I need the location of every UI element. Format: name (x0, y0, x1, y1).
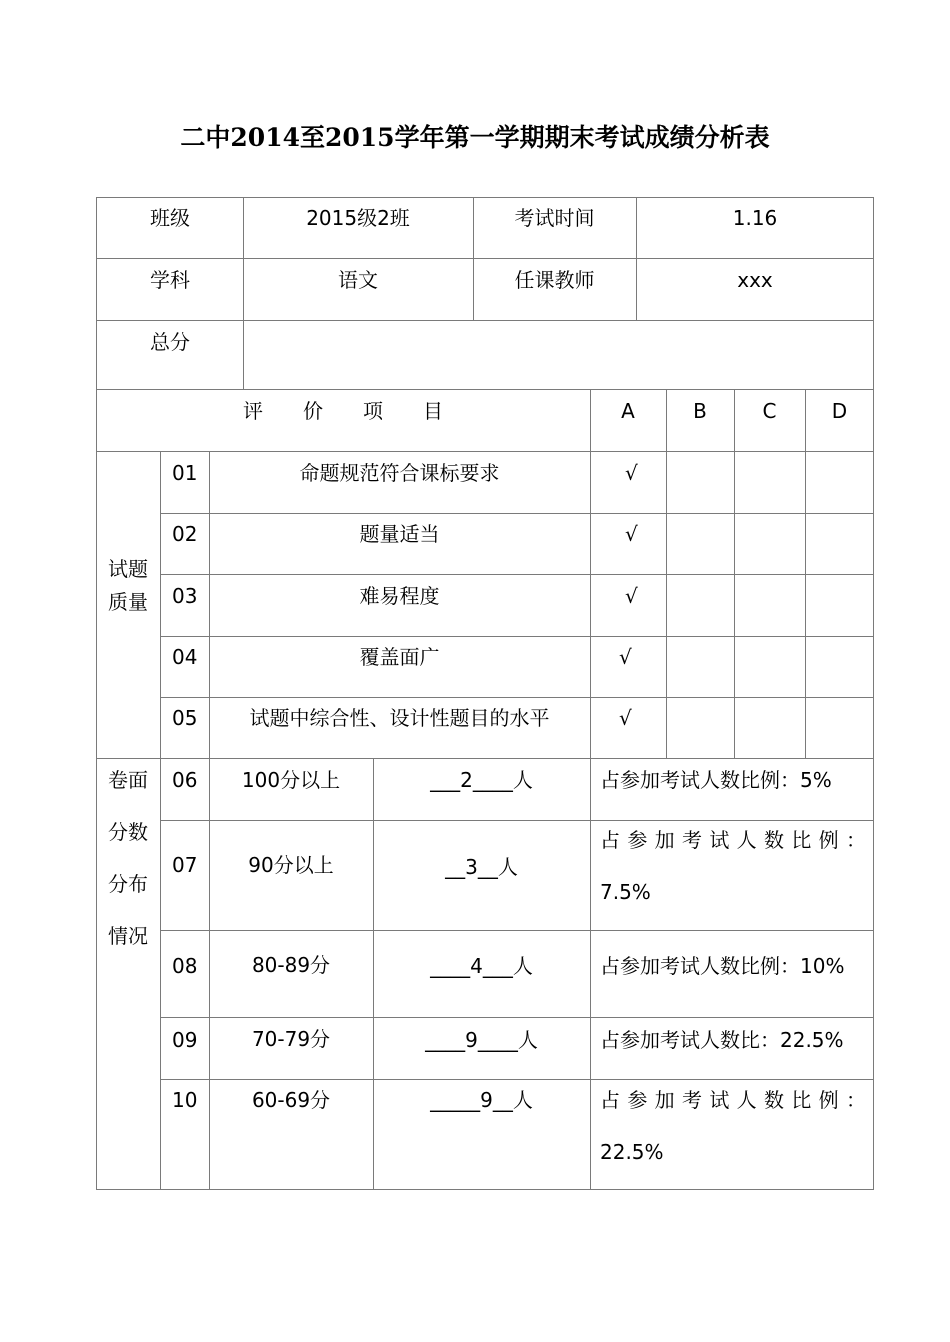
column-divider (160, 451, 161, 1190)
row-divider (160, 697, 874, 698)
quality-row-item: 试题中综合性、设计性题目的水平 (249, 706, 550, 730)
check-mark: √ (619, 645, 632, 669)
grade-c-header: C (762, 399, 777, 423)
distribution-row-number: 08 (172, 954, 198, 978)
ratio-value: 22.5% (600, 1140, 664, 1164)
student-count: ____9____人 (425, 1028, 538, 1052)
teacher-label: 任课教师 (514, 268, 595, 292)
column-divider (590, 389, 591, 1190)
evaluation-item-header: 评 价 项 目 (243, 399, 443, 423)
row-divider (160, 513, 874, 514)
score-range: 80-89分 (251, 953, 331, 977)
row-divider (96, 389, 874, 390)
score-range: 90分以上 (248, 853, 334, 877)
teacher-value: xxx (737, 268, 773, 292)
grade-a-header: A (621, 399, 635, 423)
row-divider (160, 574, 874, 575)
column-divider (666, 389, 667, 759)
student-count: ____4___人 (430, 954, 533, 978)
exam-time-value: 1.16 (732, 206, 778, 230)
quality-row-item: 题量适当 (359, 522, 440, 546)
ratio-value: 7.5% (600, 880, 651, 904)
ratio-text: 占参加考试人数比：22.5% (600, 1028, 844, 1052)
distribution-row-number: 09 (172, 1028, 198, 1052)
class-label: 班级 (150, 206, 190, 230)
score-range: 100分以上 (241, 768, 341, 792)
check-mark: √ (625, 522, 638, 546)
check-mark: √ (625, 461, 638, 485)
distribution-row-number: 06 (172, 768, 198, 792)
row-divider (160, 1017, 874, 1018)
row-divider (96, 451, 874, 452)
row-divider (96, 258, 874, 259)
quality-row-number: 01 (172, 461, 198, 485)
check-mark: √ (619, 706, 632, 730)
score-range: 60-69分 (251, 1088, 331, 1112)
row-divider (96, 320, 874, 321)
quality-row-number: 02 (172, 522, 198, 546)
page-title: 二中2014至2015学年第一学期期末考试成绩分析表 (180, 123, 770, 152)
total-label: 总分 (150, 330, 190, 354)
ratio-text: 占参加考试人数比例： (600, 1088, 866, 1112)
distribution-section-label (96, 754, 160, 962)
column-divider (805, 389, 806, 759)
column-divider (734, 389, 735, 759)
quality-row-number: 05 (172, 706, 198, 730)
quality-row-item: 难易程度 (359, 584, 440, 608)
student-count: ___2____人 (430, 768, 533, 792)
distribution-label-line: 分布 (108, 872, 148, 896)
check-mark: √ (625, 584, 638, 608)
row-divider (160, 930, 874, 931)
subject-value: 语文 (338, 268, 378, 292)
grade-d-header: D (831, 399, 848, 423)
ratio-text: 占参加考试人数比例：10% (600, 954, 845, 978)
quality-label-line: 试题 (108, 557, 148, 581)
distribution-label-line: 情况 (108, 924, 148, 948)
student-count: _____9__人 (430, 1088, 533, 1112)
distribution-row-number: 07 (172, 853, 198, 877)
exam-time-label: 考试时间 (514, 206, 595, 230)
distribution-row-number: 10 (172, 1088, 198, 1112)
quality-row-item: 命题规范符合课标要求 (299, 461, 500, 485)
subject-label: 学科 (150, 268, 190, 292)
quality-row-item: 覆盖面广 (359, 645, 440, 669)
quality-row-number: 04 (172, 645, 198, 669)
student-count: __3__人 (445, 855, 518, 879)
distribution-label-line: 分数 (108, 820, 148, 844)
column-divider (209, 451, 210, 1190)
class-value: 2015级2班 (306, 206, 410, 230)
score-range: 70-79分 (251, 1027, 331, 1051)
quality-section-label (96, 553, 160, 619)
distribution-label-line: 卷面 (108, 768, 148, 792)
ratio-text: 占参加考试人数比例： (600, 828, 866, 852)
row-divider (96, 758, 874, 759)
quality-row-number: 03 (172, 584, 198, 608)
ratio-text: 占参加考试人数比例：5% (600, 768, 832, 792)
grade-b-header: B (693, 399, 707, 423)
row-divider (160, 636, 874, 637)
quality-label-line: 质量 (108, 590, 148, 614)
